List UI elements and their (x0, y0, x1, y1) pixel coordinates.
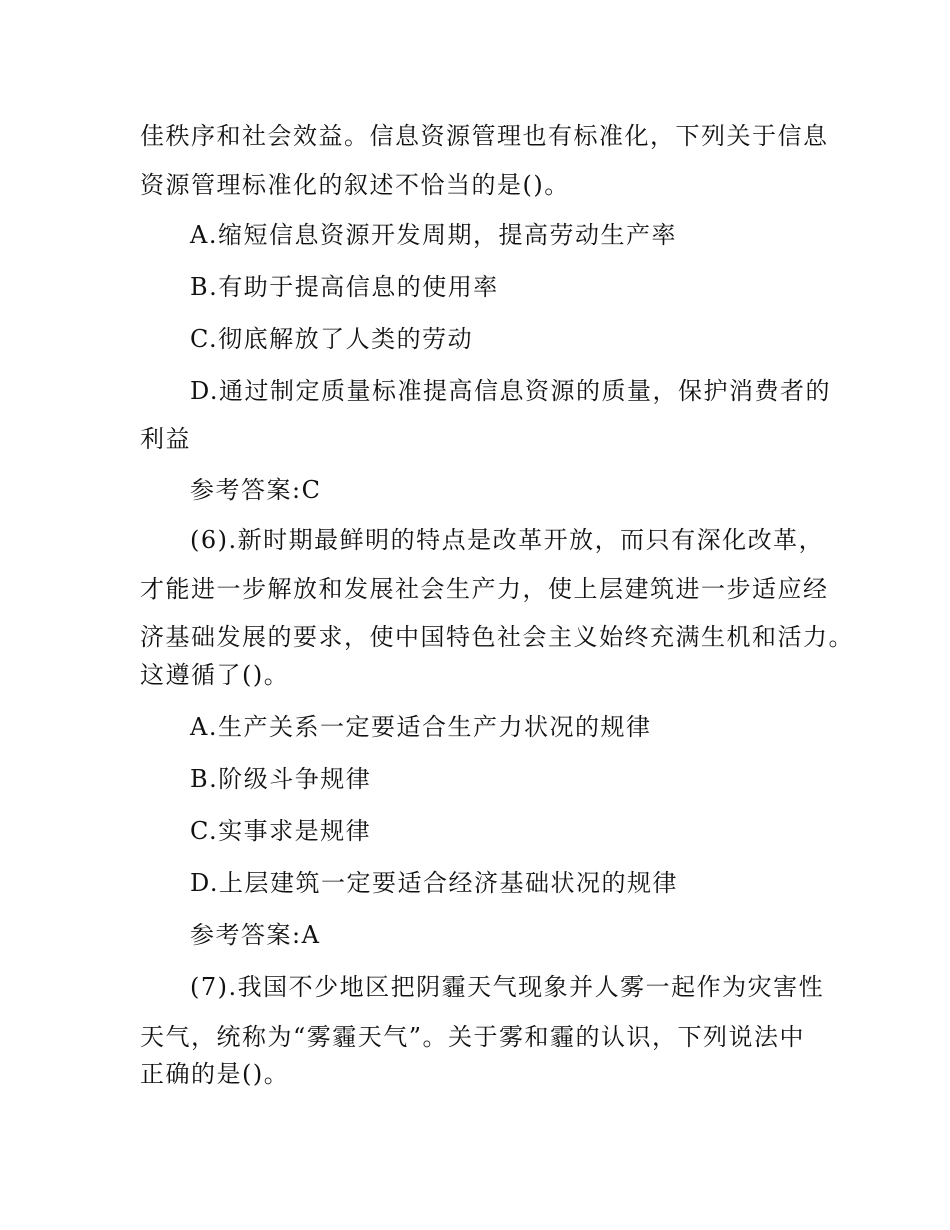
q5-option-d-line-1: D.通过制定质量标准提高信息资源的质量，保护消费者的 (190, 377, 832, 405)
q7-stem-line-2: 天气，统称为“雾霾天气”。关于雾和霾的认识，下列说法中 (140, 1023, 806, 1051)
q6-stem-line-1: (6).新时期最鲜明的特点是改革开放，而只有深化改革， (190, 526, 825, 554)
q5-option-b: B.有助于提高信息的使用率 (190, 273, 499, 301)
q6-option-d: D.上层建筑一定要适合经济基础状况的规律 (190, 869, 679, 897)
q6-option-a: A.生产关系一定要适合生产力状况的规律 (190, 713, 652, 741)
q6-stem-line-2: 才能进一步解放和发展社会生产力，使上层建筑进一步适应经 (140, 575, 829, 603)
q7-stem-line-3: 正确的是()。 (140, 1060, 290, 1088)
q5-option-d-line-2: 利益 (140, 425, 191, 453)
q6-option-b: B.阶级斗争规律 (190, 765, 372, 793)
q6-stem-line-3: 济基础发展的要求，使中国特色社会主义始终充满生机和活力。 (140, 623, 854, 651)
q7-stem-line-1: (7).我国不少地区把阴霾天气现象并人雾一起作为灾害性 (190, 973, 825, 1001)
q6-option-c: C.实事求是规律 (190, 817, 372, 845)
q5-stem-line-2: 资源管理标准化的叙述不恰当的是()。 (140, 171, 570, 199)
q6-answer: 参考答案:A (190, 921, 321, 949)
q6-stem-line-4: 这遵循了()。 (140, 661, 290, 689)
q5-answer: 参考答案:C (190, 476, 322, 504)
q5-option-a: A.缩短信息资源开发周期，提高劳动生产率 (190, 221, 677, 249)
q5-option-c: C.彻底解放了人类的劳动 (190, 325, 474, 353)
q5-stem-line-1: 佳秩序和社会效益。信息资源管理也有标准化，下列关于信息 (140, 122, 829, 150)
